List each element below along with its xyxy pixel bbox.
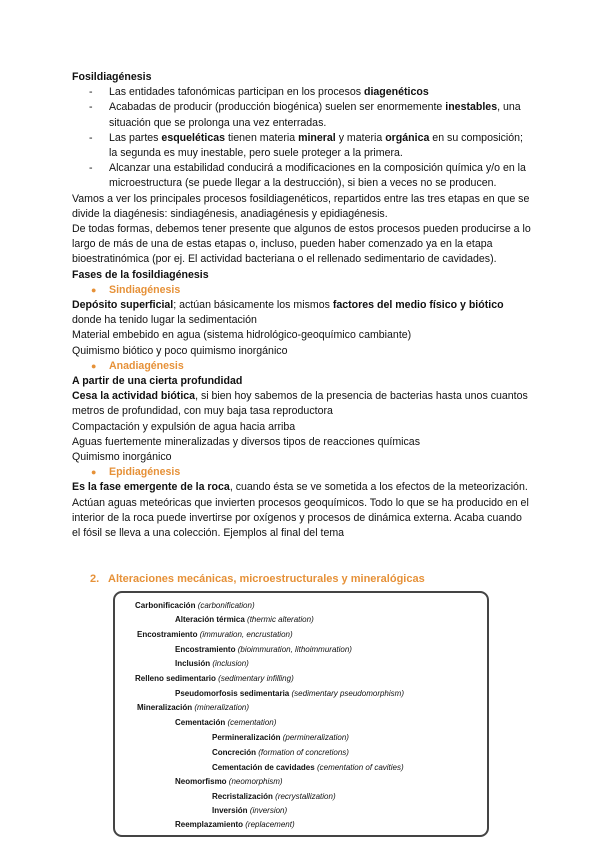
phase-heading-sindiagenesis: ● Sindiagénesis: [72, 283, 532, 298]
figure-item: Permineralización (permineralization): [212, 733, 349, 742]
figure-item: Encostramiento (immuration, encrustation): [137, 630, 293, 639]
phase-heading-epidiagenesis: ● Epidiagénesis: [72, 465, 532, 480]
figure-item: Pseudomorfosis sedimentaria (sedimentary pseudomorphism): [175, 689, 404, 698]
figure-item: Inversión (inversion): [212, 806, 288, 815]
paragraph: A partir de una cierta profundidad: [72, 375, 243, 388]
paragraph: Es la fase emergente de la roca, cuando ésta se ve sometida a los efectos de la meteorización. Actúan aguas meteóricas que invierten procesos geoquímicos. Todo lo que se ha producido en el interior de la roca puede invertirse por oxígenos y procesos de dinámica externa. Acaba cuando el fósil se lleva a una colección. Ejemplos al final del tema: [72, 481, 529, 540]
phases-title: Fases de la fosildiagénesis: [72, 268, 209, 281]
list-item: - Las entidades tafonómicas participan en los procesos diagenéticos: [72, 85, 532, 100]
figure-item: Relleno sedimentario (sedimentary infilling): [135, 674, 294, 683]
figure-item: Mineralización (mineralization): [137, 703, 250, 712]
list-item: - Alcanzar una estabilidad conducirá a modificaciones en la composición química y/o en la microestructura (se puede llegar a la destrucción), si bien a veces no se producen.: [72, 161, 532, 191]
figure-item: Recristalización (recrystallization): [212, 792, 336, 801]
figure-item: Cementación de cavidades (cementation of cavities): [212, 763, 404, 772]
phase-heading-anadiagenesis: ● Anadiagénesis: [72, 359, 532, 374]
figure-item: Reemplazamiento (replacement): [175, 820, 295, 829]
paragraph: Aguas fuertemente mineralizadas y diversos tipos de reacciones químicas: [72, 435, 421, 448]
paragraph: Material embebido en agua (sistema hidrológico-geoquímico cambiante): [72, 329, 412, 342]
list-item: - Acabadas de producir (producción biogénica) suelen ser enormemente inestables, una situación que se prolonga una vez enterradas.: [72, 100, 532, 130]
bullet-icon: ●: [91, 467, 97, 478]
paragraph: De todas formas, debemos tener presente que algunos de estos procesos pueden producirse a lo largo de más de una de estas etapas o, incluso, pueden haber comenzado ya en la etapa bioestratinómica (por ej. El actividad bacteriana o el rellenado sedimentario de cavidades).: [72, 223, 531, 266]
figure-item: Carbonificación (carbonification): [135, 601, 255, 610]
figure-item: Concreción (formation of concretions): [212, 748, 349, 757]
section-heading-2: 2. Alteraciones mecánicas, microestructurales y mineralógicas: [90, 573, 425, 585]
paragraph: Depósito superficial; actúan básicamente los mismos factores del medio físico y biótico donde ha tenido lugar la sedimentación: [72, 299, 504, 327]
paragraph: Compactación y expulsión de agua hacia arriba: [72, 420, 296, 433]
main-content: [72, 70, 532, 541]
process-classification-figure: [113, 591, 489, 837]
figure-item: Inclusión (inclusion): [175, 659, 249, 668]
figure-item: Alteración térmica (thermic alteration): [175, 615, 314, 624]
bullet-icon: ●: [91, 284, 97, 295]
list-item: - Las partes esqueléticas tienen materia mineral y materia orgánica en su composición; la segunda es muy inestable, pero suele proteger a la primera.: [72, 131, 532, 161]
paragraph: Cesa la actividad biótica, si bien hoy sabemos de la presencia de bacterias hasta unos cuantos metros de profundidad, con muy baja tasa reproductora: [72, 390, 528, 418]
paragraph: Quimismo inorgánico: [72, 451, 172, 464]
figure-item: Encostramiento (bioimmuration, lithoimmuration): [175, 645, 352, 654]
bullet-icon: ●: [91, 360, 97, 371]
figure-item: Cementación (cementation): [175, 718, 277, 727]
intro-list: [72, 85, 532, 191]
figure-item: Neomorfismo (neomorphism): [175, 777, 283, 786]
section-title-fosildiagenesis: Fosildiagénesis: [72, 71, 152, 83]
paragraph: Quimismo biótico y poco quimismo inorgánico: [72, 344, 288, 357]
paragraph: Vamos a ver los principales procesos fosildiagenéticos, repartidos entre las tres etapas en que se divide la diagénesis: sindiagénesis, anadiagénesis y epidiagénesis.: [72, 192, 530, 220]
